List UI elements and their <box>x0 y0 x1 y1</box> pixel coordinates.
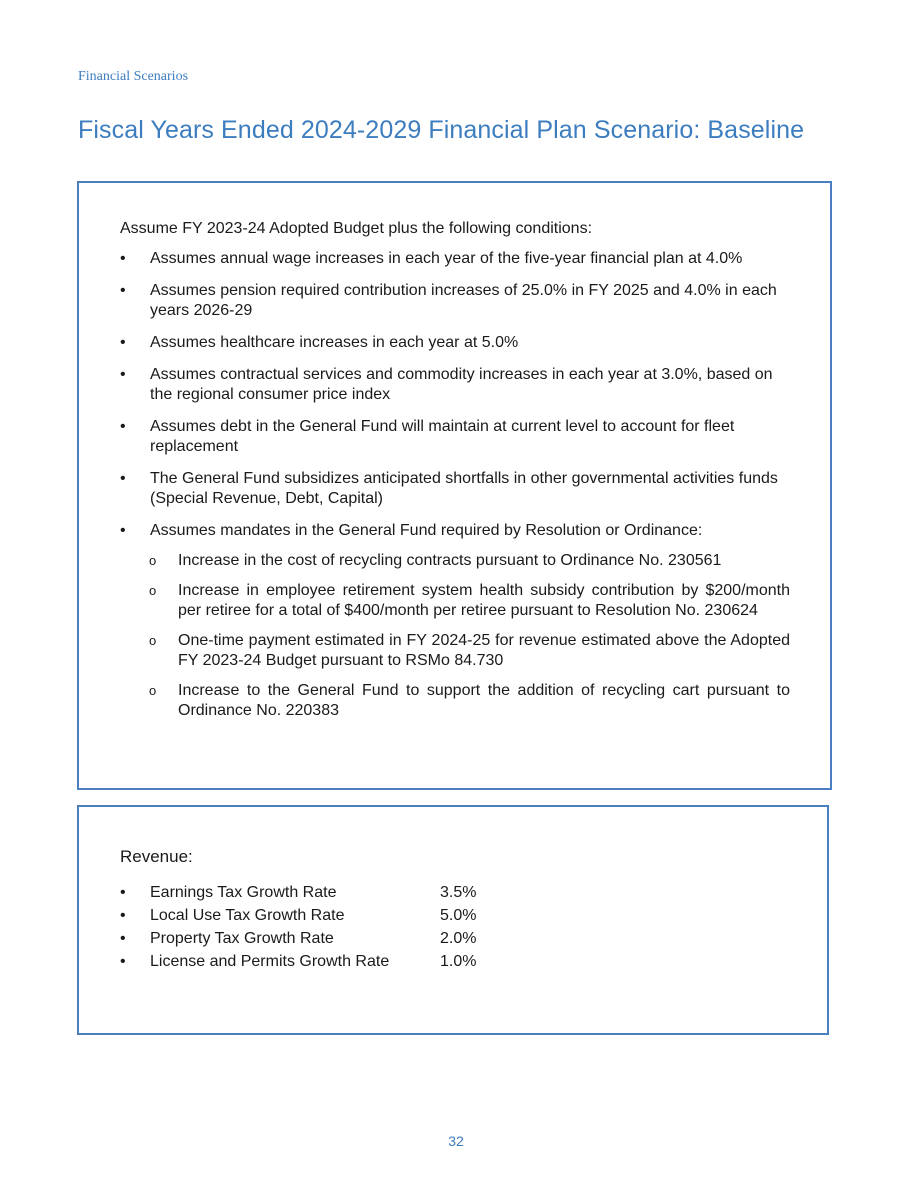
list-item <box>120 417 792 457</box>
sub-list-item-text: Increase in employee retirement system health subsidy contribution by $200/month per retiree for a total of $400/month per retiree pursuant to Resolution No. 230624 <box>178 582 790 619</box>
revenue-box <box>77 805 829 1035</box>
sub-list-item <box>149 581 790 621</box>
sub-list-item <box>149 551 790 571</box>
revenue-rate: 3.5% <box>440 883 477 901</box>
table-row <box>120 881 476 904</box>
list-item <box>120 333 792 353</box>
bullet-icon: • <box>120 366 126 383</box>
table-row <box>120 904 476 927</box>
mandates-sublist <box>149 551 790 721</box>
sub-list-item <box>149 681 790 721</box>
hollow-bullet-icon: o <box>149 633 157 648</box>
list-item-text: The General Fund subsidizes anticipated shortfalls in other governmental activities funds (Special Revenue, Debt, Capital) <box>150 470 778 507</box>
section-label: Financial Scenarios <box>78 69 189 84</box>
table-row <box>120 927 476 950</box>
revenue-rate: 5.0% <box>440 906 477 924</box>
bullet-icon: • <box>120 929 126 947</box>
page-number: 32 <box>448 1133 464 1149</box>
list-item <box>120 365 792 405</box>
hollow-bullet-icon: o <box>149 553 157 568</box>
revenue-rate: 1.0% <box>440 952 477 970</box>
list-item <box>120 281 792 321</box>
list-item-text: Assumes healthcare increases in each year at 5.0% <box>150 334 519 351</box>
revenue-rate: 2.0% <box>440 929 477 947</box>
bullet-icon: • <box>120 282 126 299</box>
revenue-heading: Revenue: <box>120 847 193 866</box>
revenue-name: Local Use Tax Growth Rate <box>150 906 345 924</box>
sub-list-item <box>149 631 790 671</box>
assumptions-box <box>77 181 832 790</box>
list-item <box>120 521 792 721</box>
bullet-icon: • <box>120 334 126 351</box>
revenue-table <box>120 881 476 973</box>
bullet-icon: • <box>120 470 126 487</box>
bullet-icon: • <box>120 883 126 901</box>
bullet-icon: • <box>120 418 126 435</box>
bullet-icon: • <box>120 906 126 924</box>
list-item-text: Assumes mandates in the General Fund required by Resolution or Ordinance: <box>150 522 703 539</box>
hollow-bullet-icon: o <box>149 583 157 598</box>
page-title: Fiscal Years Ended 2024-2029 Financial Plan Scenario: Baseline <box>78 116 805 144</box>
list-item-text: Assumes contractual services and commodity increases in each year at 3.0%, based on the regional consumer price index <box>150 366 773 403</box>
list-item <box>120 249 792 269</box>
sub-list-item-text: One-time payment estimated in FY 2024-25 for revenue estimated above the Adopted FY 2023-24 Budget pursuant to RSMo 84.730 <box>178 632 790 669</box>
list-item-text: Assumes debt in the General Fund will maintain at current level to account for fleet replacement <box>150 418 735 455</box>
hollow-bullet-icon: o <box>149 683 157 698</box>
sub-list-item-text: Increase to the General Fund to support the addition of recycling cart pursuant to Ordinance No. 220383 <box>178 682 790 719</box>
revenue-name: Earnings Tax Growth Rate <box>150 883 337 901</box>
bullet-icon: • <box>120 522 126 539</box>
bullet-icon: • <box>120 952 126 970</box>
revenue-name: License and Permits Growth Rate <box>150 952 390 970</box>
assumptions-intro: Assume FY 2023-24 Adopted Budget plus the following conditions: <box>120 220 593 237</box>
sub-list-item-text: Increase in the cost of recycling contracts pursuant to Ordinance No. 230561 <box>178 552 722 569</box>
bullet-icon: • <box>120 250 126 267</box>
revenue-name: Property Tax Growth Rate <box>150 929 334 947</box>
list-item-text: Assumes annual wage increases in each year of the five-year financial plan at 4.0% <box>150 250 743 267</box>
assumptions-list <box>120 249 792 733</box>
list-item <box>120 469 792 509</box>
list-item-text: Assumes pension required contribution increases of 25.0% in FY 2025 and 4.0% in each years 2026-29 <box>150 282 777 319</box>
table-row <box>120 950 476 973</box>
